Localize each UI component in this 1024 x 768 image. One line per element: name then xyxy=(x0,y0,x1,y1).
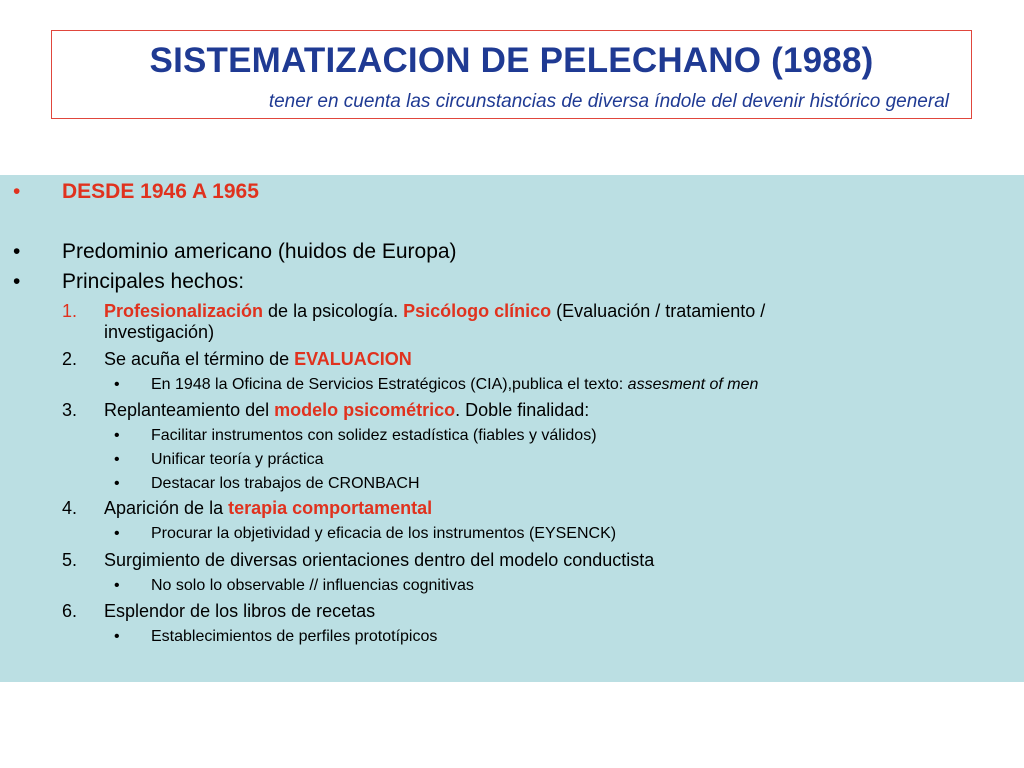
title-box xyxy=(51,30,972,119)
text: . Doble finalidad: xyxy=(455,400,590,420)
bullet-dot: • xyxy=(114,475,120,492)
slide-title: SISTEMATIZACION DE PELECHANO (1988) xyxy=(149,41,874,80)
emphasis: terapia comportamental xyxy=(228,498,433,518)
bullet-dot: • xyxy=(13,240,21,263)
bullet-dot: • xyxy=(114,525,120,542)
item-text xyxy=(104,301,964,343)
principales-text: Principales hechos: xyxy=(62,270,245,293)
item-text xyxy=(104,498,432,519)
emphasis: modelo psicométrico xyxy=(274,400,456,420)
item-number: 2. xyxy=(62,349,78,369)
item-number: 5. xyxy=(62,550,78,570)
sub-item-text: No solo lo observable // influencias cognitivas xyxy=(151,577,474,594)
item-number: 1. xyxy=(62,301,78,321)
sub-item-text: Facilitar instrumentos con solidez estadística (fiables y válidos) xyxy=(151,427,597,444)
text: Replanteamiento del xyxy=(104,400,275,420)
period-heading: DESDE 1946 A 1965 xyxy=(62,180,259,203)
bullet-dot: • xyxy=(114,451,120,468)
content-panel xyxy=(0,175,1024,682)
item-number: 4. xyxy=(62,498,78,518)
sub-item-text: Establecimientos de perfiles prototípicos xyxy=(151,628,438,645)
text: de la psicología. xyxy=(263,301,404,321)
text: Aparición de la xyxy=(104,498,229,518)
text: Se acuña el término de xyxy=(104,349,295,369)
item-number: 6. xyxy=(62,601,78,621)
item-text: Surgimiento de diversas orientaciones dentro del modelo conductista xyxy=(104,550,655,570)
item-text: Esplendor de los libros de recetas xyxy=(104,601,376,621)
item-text xyxy=(104,349,412,370)
sub-item-text: Unificar teoría y práctica xyxy=(151,451,324,468)
bullet-dot: • xyxy=(114,628,120,645)
emphasis: EVALUACION xyxy=(294,349,412,369)
emphasis: Psicólogo clínico xyxy=(403,301,552,321)
bullet-dot: • xyxy=(13,180,21,203)
bullet-dot: • xyxy=(114,577,120,594)
bullet-dot: • xyxy=(114,376,120,393)
item-text xyxy=(104,400,589,421)
item-number: 3. xyxy=(62,400,78,420)
sub-item-text: Destacar los trabajos de CRONBACH xyxy=(151,475,420,492)
text: investigación) xyxy=(104,322,215,342)
italic-title: assesment of men xyxy=(627,376,759,393)
sub-item-text xyxy=(151,376,758,394)
text: (Evaluación / tratamiento / xyxy=(551,301,766,321)
slide-subtitle: tener en cuenta las circunstancias de diversa índole del devenir histórico general xyxy=(268,91,949,112)
bullet-dot: • xyxy=(114,427,120,444)
emphasis: Profesionalización xyxy=(104,301,264,321)
sub-item-text: Procurar la objetividad y eficacia de los instrumentos (EYSENCK) xyxy=(151,525,617,542)
text: En 1948 la Oficina de Servicios Estratégicos (CIA),publica el texto: xyxy=(151,376,628,393)
predominio-text: Predominio americano (huidos de Europa) xyxy=(62,240,457,263)
bullet-dot: • xyxy=(13,270,21,293)
